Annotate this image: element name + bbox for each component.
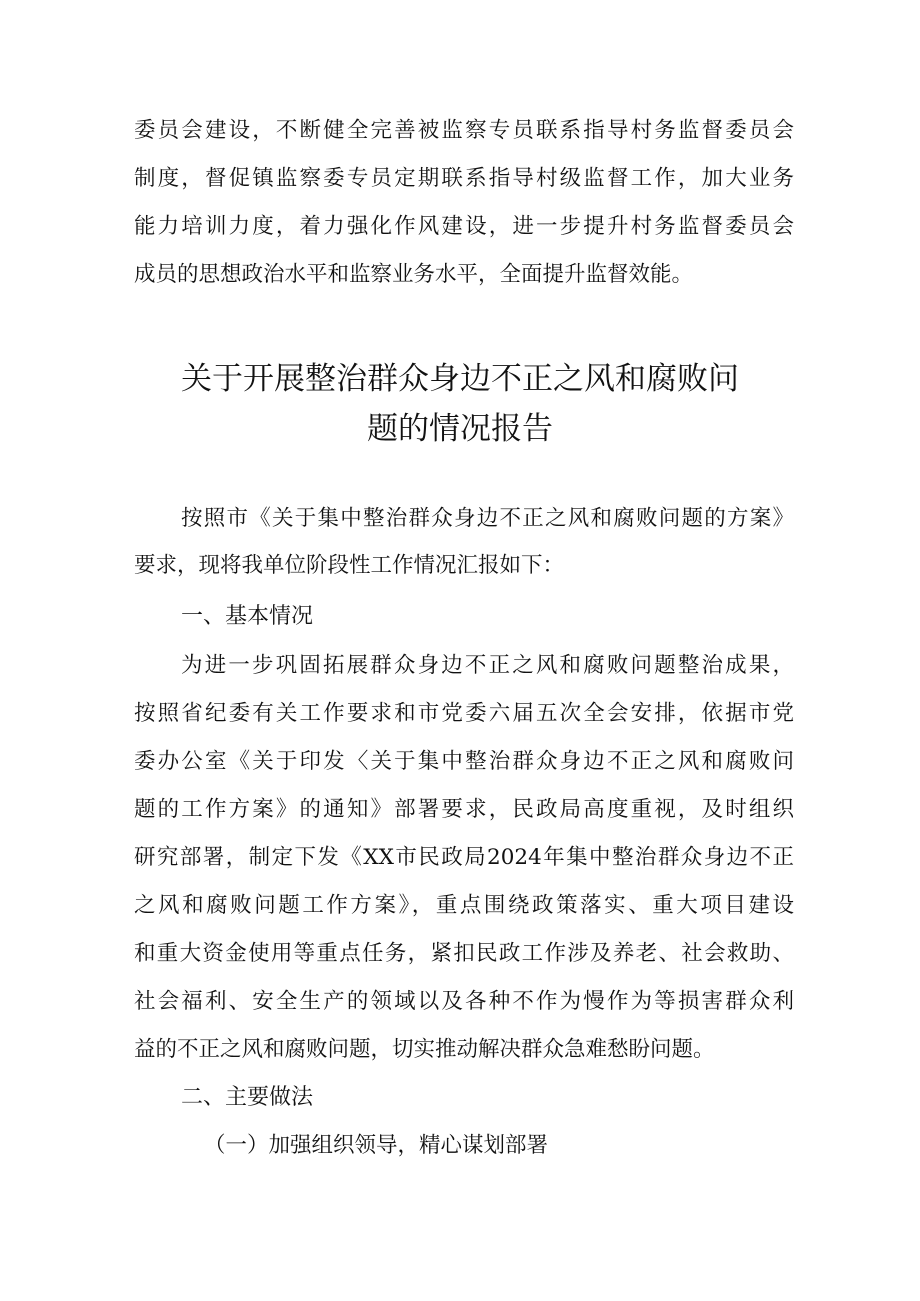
preface-line: 要求，现将我单位阶段性工作情况汇报如下： [134, 553, 565, 578]
paragraph-line: 之风和腐败问题工作方案》，重点围绕政策落实、重大项目建设 [134, 893, 794, 918]
preface-line: 按照市《关于集中整治群众身边不正之风和腐败问题的方案》 [181, 506, 794, 531]
paragraph-line: 题的工作方案》的通知》部署要求，民政局高度重视，及时组织 [134, 797, 794, 822]
paragraph-line: 制度，督促镇监察委专员定期联系指导村级监督工作，加大业务 [134, 166, 794, 191]
paragraph-line: 成员的思想政治水平和监察业务水平，全面提升监督效能。 [134, 262, 694, 287]
paragraph-line: 社会福利、安全生产的领域以及各种不作为慢作为等损害群众利 [134, 989, 794, 1014]
section-heading-methods: 二、主要做法 [181, 1085, 314, 1110]
subsection-heading: （一）加强组织领导，精心谋划部署 [204, 1133, 549, 1158]
paragraph-line: 按照省纪委有关工作要求和市党委六届五次全会安排，依据市党 [134, 701, 794, 726]
paragraph-line: 能力培训力度，着力强化作风建设，进一步提升村务监督委员会 [134, 214, 794, 239]
document-title-line-1: 关于开展整治群众身边不正之风和腐败问 [181, 361, 739, 397]
paragraph-line: 委员会建设，不断健全完善被监察专员联系指导村务监督委员会 [134, 118, 794, 143]
section-heading-basic: 一、基本情况 [181, 604, 314, 629]
paragraph-line: 委办公室《关于印发〈关于集中整治群众身边不正之风和腐败问 [134, 749, 794, 774]
paragraph-line: 和重大资金使用等重点任务，紧扣民政工作涉及养老、社会救助、 [134, 941, 794, 966]
paragraph-line: 益的不正之风和腐败问题，切实推动解决群众急难愁盼问题。 [134, 1037, 715, 1062]
paragraph-line: 研究部署，制定下发《XX市民政局2024年集中整治群众身边不正 [134, 845, 794, 870]
document-title-line-2: 题的情况报告 [367, 411, 553, 447]
paragraph-line: 为进一步巩固拓展群众身边不正之风和腐败问题整治成果， [181, 653, 794, 678]
